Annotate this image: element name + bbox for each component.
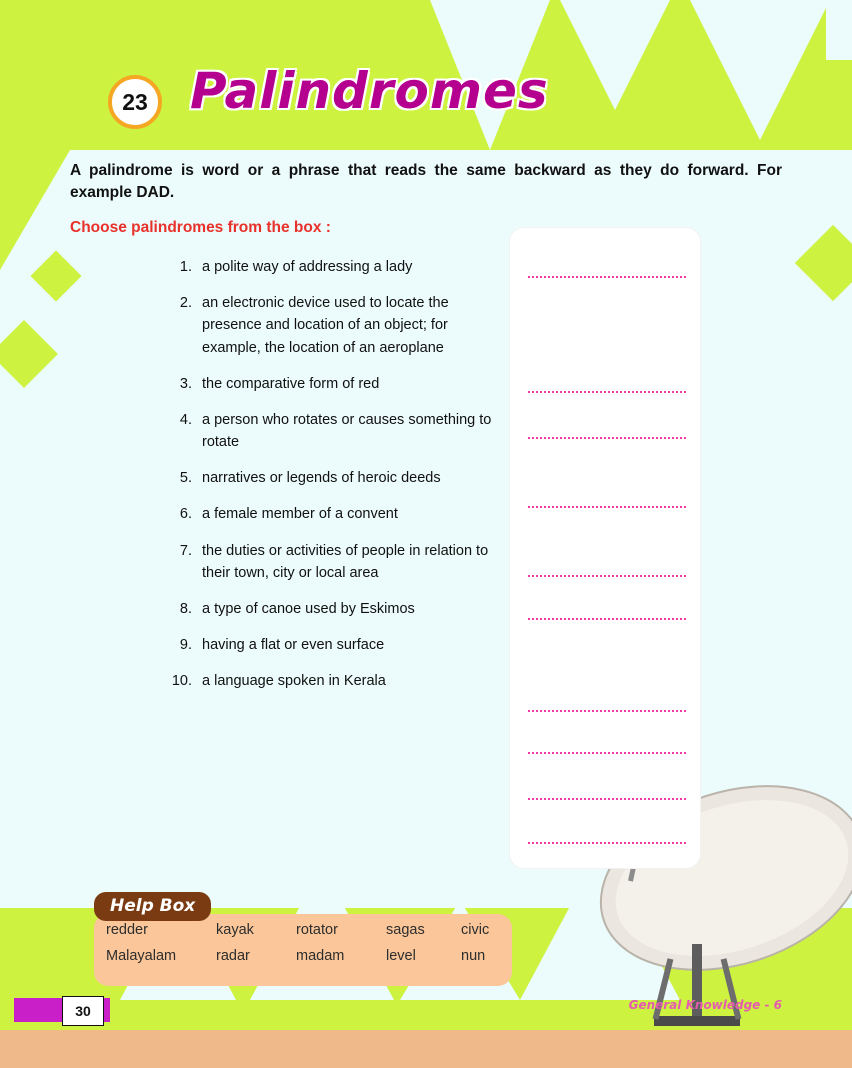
item-number: 2. xyxy=(179,295,192,312)
item-number: 7. xyxy=(179,542,192,559)
list-item xyxy=(168,634,508,656)
answer-line[interactable] xyxy=(528,506,686,508)
help-box-word-grid xyxy=(106,922,506,964)
list-item xyxy=(168,292,508,359)
item-number: 10. xyxy=(171,673,192,690)
item-text: a female member of a convent xyxy=(202,506,398,523)
list-item xyxy=(168,467,508,489)
item-text: a type of canoe used by Eskimos xyxy=(202,600,415,617)
answer-line[interactable] xyxy=(528,437,686,439)
zigzag-cut-4 xyxy=(826,0,852,60)
page-number: 30 xyxy=(62,996,104,1026)
list-item xyxy=(168,540,508,584)
zigzag-cut-2 xyxy=(560,0,670,110)
definition-text: A palindrome is word or a phrase that reads the same backward as they do forward. For example DAD. xyxy=(70,162,782,202)
answer-line[interactable] xyxy=(528,752,686,754)
list-item xyxy=(168,373,508,395)
question-list xyxy=(168,256,508,692)
chapter-number: 23 xyxy=(122,88,148,115)
item-text: the duties or activities of people in relation to their town, city or local area xyxy=(202,542,489,581)
answer-line[interactable] xyxy=(528,391,686,393)
footer-note: General Knowledge - 6 xyxy=(628,998,782,1012)
answer-line[interactable] xyxy=(528,276,686,278)
answer-line[interactable] xyxy=(528,842,686,844)
help-word[interactable]: rotator xyxy=(296,922,338,938)
list-item xyxy=(168,256,508,278)
answer-line[interactable] xyxy=(528,798,686,800)
answer-panel xyxy=(510,228,700,868)
help-word[interactable]: sagas xyxy=(386,922,425,938)
help-box-label: Help Box xyxy=(94,892,211,921)
item-text: having a flat or even surface xyxy=(202,637,385,654)
item-number: 6. xyxy=(179,506,192,523)
help-word[interactable]: nun xyxy=(461,948,486,964)
help-word[interactable]: radar xyxy=(216,948,250,964)
answer-line[interactable] xyxy=(528,575,686,577)
help-word[interactable]: kayak xyxy=(216,922,254,938)
item-text: a polite way of addressing a lady xyxy=(202,259,413,275)
instruction-text: Choose palindromes from the box : xyxy=(70,219,331,236)
list-item xyxy=(168,598,508,620)
item-number: 5. xyxy=(179,470,192,487)
item-text: narratives or legends of heroic deeds xyxy=(202,470,441,487)
item-text: the comparative form of red xyxy=(202,375,380,392)
list-item xyxy=(168,670,508,692)
answer-line[interactable] xyxy=(528,618,686,620)
help-word[interactable]: level xyxy=(386,948,416,964)
help-word[interactable]: Malayalam xyxy=(106,948,177,964)
item-number: 9. xyxy=(179,637,192,654)
answer-line[interactable] xyxy=(528,710,686,712)
item-text: a language spoken in Kerala xyxy=(202,673,386,690)
help-word[interactable]: redder xyxy=(106,922,148,938)
help-word[interactable]: civic xyxy=(461,922,490,938)
item-number: 8. xyxy=(179,600,192,617)
chapter-number-badge xyxy=(108,75,162,129)
lime-accent-left-1 xyxy=(0,150,70,270)
list-item xyxy=(168,503,508,525)
item-text: an electronic device used to locate the presence and location of an object; for example, the location of an aeroplane xyxy=(202,295,449,356)
item-text: a person who rotates or causes something to rotate xyxy=(202,411,492,451)
page-title: Palindromes xyxy=(190,62,549,120)
list-item xyxy=(168,409,508,453)
item-number: 1. xyxy=(179,259,192,275)
item-number: 4. xyxy=(179,411,192,428)
item-number: 3. xyxy=(179,375,192,392)
help-word[interactable]: madam xyxy=(296,948,345,964)
